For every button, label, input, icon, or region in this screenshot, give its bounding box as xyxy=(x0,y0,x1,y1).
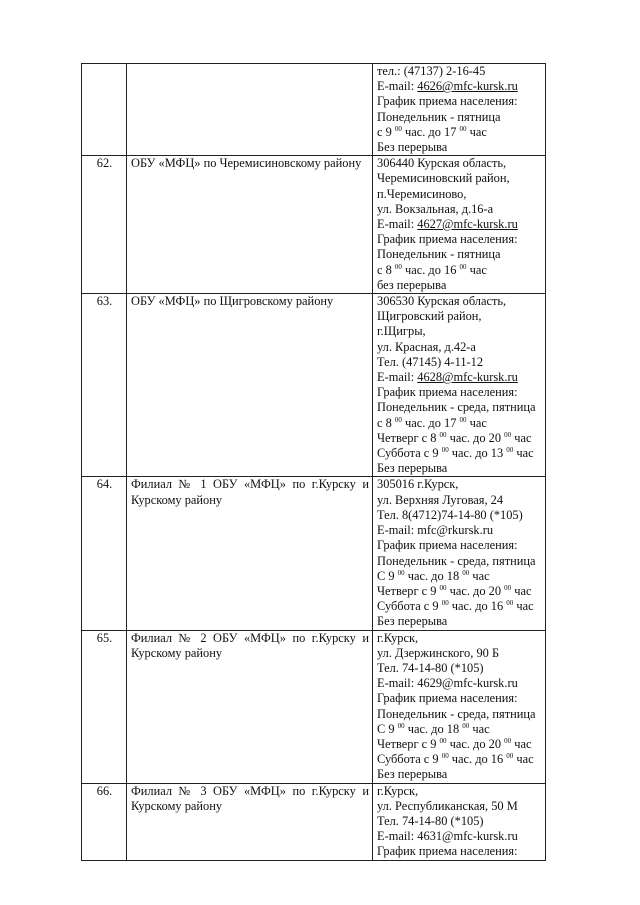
contact-line xyxy=(377,64,542,79)
line-text: час. до 20 xyxy=(446,736,505,751)
contact-line xyxy=(377,400,542,415)
contact-line xyxy=(377,554,542,569)
line-text: Тел. 74-14-80 (*105) xyxy=(377,660,484,675)
line-text: E-mail: xyxy=(377,370,418,385)
line-text: График приема населения: xyxy=(377,844,518,859)
contact-line xyxy=(377,844,542,859)
line-text: Четверг с 8 xyxy=(377,430,440,445)
contact-line xyxy=(377,202,542,217)
contact-line xyxy=(377,431,542,446)
contact-line xyxy=(377,538,542,553)
line-text: Четверг с 9 xyxy=(377,736,440,751)
line-text: тел.: (47137) 2-16-45 xyxy=(377,64,486,78)
line-text: час xyxy=(513,446,534,461)
minutes-superscript: 00 xyxy=(394,124,402,133)
minutes-superscript: 00 xyxy=(439,583,447,592)
office-name: Филиал № 1 ОБУ «МФЦ» по г.Курску и Курскому району xyxy=(127,477,373,630)
contact-line xyxy=(377,767,542,782)
line-text: час. до 20 xyxy=(446,430,505,445)
contact-line xyxy=(377,829,542,844)
line-text: График приема населения: xyxy=(377,691,518,706)
minutes-superscript: 00 xyxy=(459,124,467,133)
line-text: г.Курск, xyxy=(377,630,419,645)
contact-line xyxy=(377,584,542,599)
contact-line xyxy=(377,477,542,492)
table-row xyxy=(82,477,546,630)
contact-line xyxy=(377,446,542,461)
line-text: с 8 xyxy=(377,415,395,430)
minutes-superscript: 00 xyxy=(439,430,447,439)
line-text: E-mail: 4631@mfc-kursk.ru xyxy=(377,829,518,844)
line-text: с 8 xyxy=(377,262,395,277)
line-text: График приема населения: xyxy=(377,94,518,109)
contact-line xyxy=(377,370,542,385)
line-text: час xyxy=(466,415,487,430)
line-text: г.Курск, xyxy=(377,783,419,798)
line-text: час. до 20 xyxy=(446,583,505,598)
minutes-superscript: 00 xyxy=(439,736,447,745)
contact-line xyxy=(377,707,542,722)
minutes-superscript: 00 xyxy=(441,446,449,455)
minutes-superscript: 00 xyxy=(441,599,449,608)
contact-line xyxy=(377,140,542,155)
contact-line xyxy=(377,232,542,247)
line-text: 306530 Курская область, xyxy=(377,294,507,309)
contact-line xyxy=(377,523,542,538)
line-text: Суббота с 9 xyxy=(377,446,442,461)
line-text: 306440 Курская область, xyxy=(377,156,507,171)
minutes-superscript: 00 xyxy=(462,568,470,577)
line-text: с 9 xyxy=(377,124,395,139)
contact-line xyxy=(377,156,542,171)
contact-line xyxy=(377,79,542,94)
line-text: Понедельник - пятница xyxy=(377,109,501,124)
minutes-superscript: 00 xyxy=(462,721,470,730)
contact-line xyxy=(377,599,542,614)
line-text: График приема населения: xyxy=(377,538,518,553)
contact-line xyxy=(377,94,542,109)
line-text: 305016 г.Курск, xyxy=(377,477,459,492)
minutes-superscript: 00 xyxy=(394,415,402,424)
contact-line xyxy=(377,294,542,309)
line-text: Без перерыва xyxy=(377,461,448,476)
contact-line xyxy=(377,722,542,737)
line-text: час xyxy=(511,430,532,445)
office-name xyxy=(127,64,373,156)
row-number: 62. xyxy=(82,156,127,294)
line-text: Без перерыва xyxy=(377,140,448,155)
minutes-superscript: 00 xyxy=(504,430,512,439)
contact-line xyxy=(377,799,542,814)
minutes-superscript: 00 xyxy=(394,262,402,271)
line-text: График приема населения: xyxy=(377,232,518,247)
line-text: час. до 18 xyxy=(404,568,463,583)
contact-line xyxy=(377,631,542,646)
line-text: час xyxy=(469,721,490,736)
contact-line xyxy=(377,646,542,661)
line-text: E-mail: mfc@rkursk.ru xyxy=(377,523,494,538)
office-name: ОБУ «МФЦ» по Щигровскому району xyxy=(127,294,373,477)
line-text: час. до 16 xyxy=(448,752,507,767)
office-name: ОБУ «МФЦ» по Черемисиновскому району xyxy=(127,156,373,294)
email-link[interactable]: 4627@mfc-kursk.ru xyxy=(417,217,518,232)
line-text: Понедельник - среда, пятница xyxy=(377,400,536,415)
line-text: Без перерыва xyxy=(377,767,448,782)
line-text: час xyxy=(511,736,532,751)
line-text: час. до 17 xyxy=(401,124,460,139)
line-text: ул. Вокзальная, д.16-а xyxy=(377,201,494,216)
table-row xyxy=(82,630,546,783)
table-row xyxy=(82,156,546,294)
office-name: Филиал № 2 ОБУ «МФЦ» по г.Курску и Курскому району xyxy=(127,630,373,783)
line-text: час. до 13 xyxy=(448,446,507,461)
line-text: ул. Дзержинского, 90 Б xyxy=(377,645,500,660)
contact-line xyxy=(377,737,542,752)
row-number: 63. xyxy=(82,294,127,477)
line-text: п.Черемисиново, xyxy=(377,186,467,201)
email-link[interactable]: 4626@mfc-kursk.ru xyxy=(417,79,518,94)
contact-line xyxy=(377,340,542,355)
line-text: С 9 xyxy=(377,568,398,583)
line-text: ул. Верхняя Луговая, 24 xyxy=(377,492,504,507)
email-link[interactable]: 4628@mfc-kursk.ru xyxy=(417,370,518,385)
table-row xyxy=(82,294,546,477)
row-number xyxy=(82,64,127,156)
minutes-superscript: 00 xyxy=(506,446,514,455)
line-text: Понедельник - пятница xyxy=(377,247,501,262)
line-text: без перерыва xyxy=(377,277,447,292)
line-text: ул. Красная, д.42-а xyxy=(377,339,476,354)
minutes-superscript: 00 xyxy=(459,262,467,271)
office-name: Филиал № 3 ОБУ «МФЦ» по г.Курску и Курскому району xyxy=(127,783,373,860)
line-text: час xyxy=(466,262,487,277)
office-contacts xyxy=(373,630,546,783)
line-text: час xyxy=(513,599,534,614)
contact-line xyxy=(377,416,542,431)
line-text: час. до 17 xyxy=(401,415,460,430)
minutes-superscript: 00 xyxy=(459,415,467,424)
contact-line xyxy=(377,752,542,767)
office-contacts xyxy=(373,64,546,156)
contact-line xyxy=(377,125,542,140)
contact-line xyxy=(377,461,542,476)
contact-line xyxy=(377,661,542,676)
minutes-superscript: 00 xyxy=(441,752,449,761)
contact-line xyxy=(377,324,542,339)
contact-line xyxy=(377,110,542,125)
contact-line xyxy=(377,309,542,324)
office-contacts xyxy=(373,477,546,630)
line-text: Черемисиновский район, xyxy=(377,171,510,186)
contact-line xyxy=(377,355,542,370)
line-text: Понедельник - среда, пятница xyxy=(377,553,536,568)
line-text: Тел. 8(4712)74-14-80 (*105) xyxy=(377,507,523,522)
line-text: Тел. (47145) 4-11-12 xyxy=(377,354,484,369)
table-body xyxy=(82,64,546,861)
line-text: Суббота с 9 xyxy=(377,599,442,614)
contact-line xyxy=(377,263,542,278)
line-text: Без перерыва xyxy=(377,614,448,629)
minutes-superscript: 00 xyxy=(504,583,512,592)
row-number: 65. xyxy=(82,630,127,783)
minutes-superscript: 00 xyxy=(506,599,514,608)
contact-line xyxy=(377,187,542,202)
line-text: час xyxy=(511,583,532,598)
line-text: Щигровский район, xyxy=(377,309,482,324)
line-text: График приема населения: xyxy=(377,385,518,400)
minutes-superscript: 00 xyxy=(397,721,405,730)
contact-line xyxy=(377,676,542,691)
table-row xyxy=(82,783,546,860)
contact-line xyxy=(377,784,542,799)
contact-line xyxy=(377,508,542,523)
line-text: E-mail: xyxy=(377,217,418,232)
contact-line xyxy=(377,493,542,508)
line-text: час xyxy=(466,124,487,139)
line-text: Понедельник - среда, пятница xyxy=(377,706,536,721)
line-text: Тел. 74-14-80 (*105) xyxy=(377,813,484,828)
line-text: час. до 16 xyxy=(448,599,507,614)
line-text: E-mail: xyxy=(377,79,418,94)
line-text: час xyxy=(513,752,534,767)
contact-line xyxy=(377,385,542,400)
minutes-superscript: 00 xyxy=(506,752,514,761)
contact-line xyxy=(377,171,542,186)
line-text: E-mail: 4629@mfc-kursk.ru xyxy=(377,676,518,691)
contact-line xyxy=(377,278,542,293)
table-row xyxy=(82,64,546,156)
contact-line xyxy=(377,814,542,829)
row-number: 66. xyxy=(82,783,127,860)
line-text: ул. Республиканская, 50 М xyxy=(377,798,518,813)
contact-line xyxy=(377,614,542,629)
row-number: 64. xyxy=(82,477,127,630)
line-text: г.Щигры, xyxy=(377,324,426,339)
contact-line xyxy=(377,217,542,232)
line-text: Четверг с 9 xyxy=(377,583,440,598)
contact-line xyxy=(377,569,542,584)
line-text: час xyxy=(469,568,490,583)
line-text: час. до 16 xyxy=(401,262,460,277)
office-contacts xyxy=(373,156,546,294)
line-text: час. до 18 xyxy=(404,721,463,736)
line-text: С 9 xyxy=(377,721,398,736)
contact-line xyxy=(377,247,542,262)
mfc-offices-table xyxy=(81,63,546,861)
line-text: Суббота с 9 xyxy=(377,752,442,767)
minutes-superscript: 00 xyxy=(504,736,512,745)
office-contacts xyxy=(373,783,546,860)
contact-line xyxy=(377,691,542,706)
office-contacts xyxy=(373,294,546,477)
minutes-superscript: 00 xyxy=(397,568,405,577)
